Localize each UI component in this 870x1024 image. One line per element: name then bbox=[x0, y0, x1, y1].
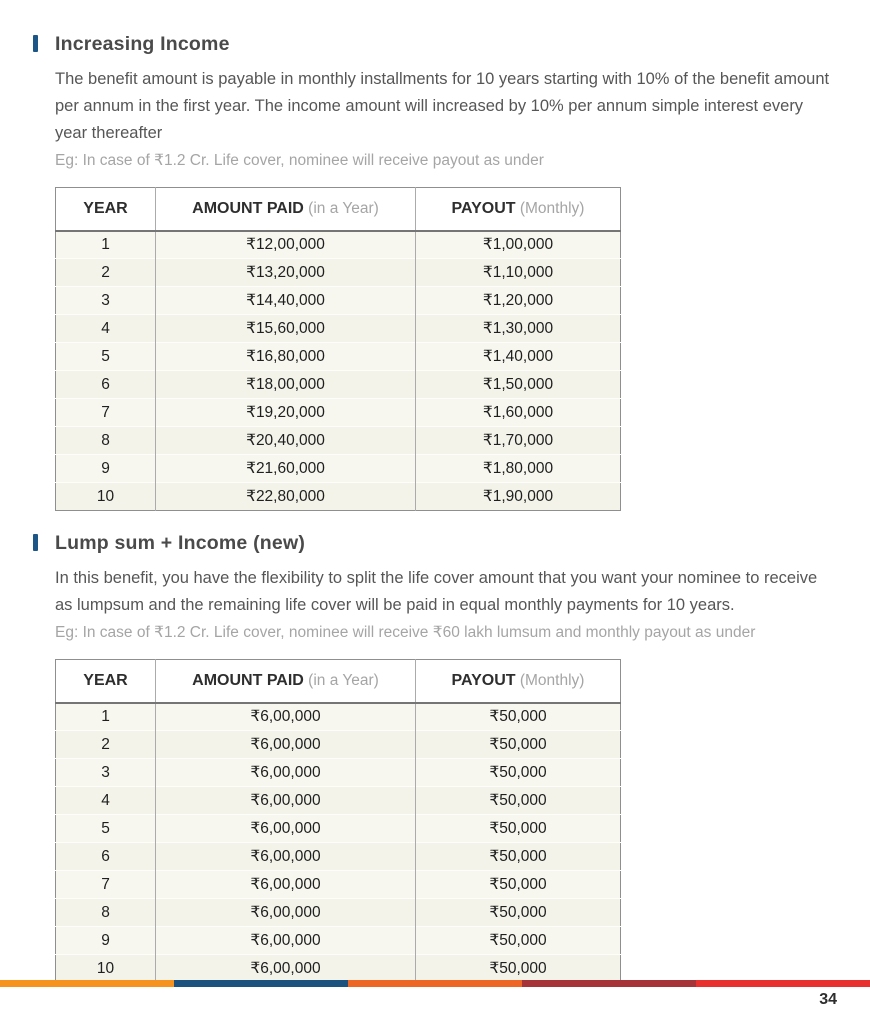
column-header-note: (in a Year) bbox=[303, 199, 379, 217]
table-cell: 2 bbox=[56, 731, 156, 759]
table-cell: 9 bbox=[56, 455, 156, 483]
table-cell: ₹50,000 bbox=[416, 843, 621, 871]
table-cell: ₹13,20,000 bbox=[156, 259, 416, 287]
table-cell: ₹1,70,000 bbox=[416, 427, 621, 455]
table-cell: ₹50,000 bbox=[416, 815, 621, 843]
table-cell: 7 bbox=[56, 871, 156, 899]
table-row bbox=[56, 455, 621, 483]
table-cell: 5 bbox=[56, 343, 156, 371]
table-cell: 4 bbox=[56, 787, 156, 815]
table-cell: 8 bbox=[56, 899, 156, 927]
table-header-row bbox=[56, 660, 621, 703]
section-example-text: Eg: In case of ₹1.2 Cr. Life cover, nominee will receive payout as under bbox=[55, 152, 544, 169]
table-row bbox=[56, 759, 621, 787]
table-row bbox=[56, 927, 621, 955]
section-increasing-income bbox=[55, 33, 830, 511]
table-cell: ₹12,00,000 bbox=[156, 231, 416, 259]
table-row bbox=[56, 483, 621, 511]
table-row bbox=[56, 703, 621, 731]
column-header-label: PAYOUT bbox=[451, 671, 516, 689]
table-cell: ₹1,80,000 bbox=[416, 455, 621, 483]
table-row bbox=[56, 371, 621, 399]
table-cell: ₹22,80,000 bbox=[156, 483, 416, 511]
table-cell: ₹50,000 bbox=[416, 731, 621, 759]
column-header bbox=[56, 660, 156, 703]
section-lump-sum-income bbox=[55, 532, 825, 983]
table-cell: 2 bbox=[56, 259, 156, 287]
table-cell: ₹50,000 bbox=[416, 759, 621, 787]
column-header-note: (in a Year) bbox=[303, 671, 379, 689]
table-row bbox=[56, 815, 621, 843]
column-header bbox=[156, 660, 416, 703]
column-header-label: PAYOUT bbox=[451, 199, 516, 217]
column-header-label: AMOUNT PAID bbox=[192, 199, 304, 217]
table-cell: 5 bbox=[56, 815, 156, 843]
table-cell: ₹6,00,000 bbox=[156, 955, 416, 983]
table-cell: ₹18,00,000 bbox=[156, 371, 416, 399]
table-cell: ₹16,80,000 bbox=[156, 343, 416, 371]
table-cell: ₹1,00,000 bbox=[416, 231, 621, 259]
column-header-note: (Monthly) bbox=[515, 671, 585, 689]
footer-bar-segment bbox=[522, 980, 696, 987]
table-row bbox=[56, 231, 621, 259]
table-cell: ₹1,50,000 bbox=[416, 371, 621, 399]
table-cell: ₹50,000 bbox=[416, 703, 621, 731]
section-body-text: The benefit amount is payable in monthly installments for 10 years starting with 10% of the benefit amount per annum in the first year. The income amount will increased by 10% per annum simple interest every year thereafter bbox=[55, 70, 830, 142]
footer-bar-segment bbox=[174, 980, 348, 987]
table-cell: ₹6,00,000 bbox=[156, 927, 416, 955]
table-row bbox=[56, 287, 621, 315]
table-row bbox=[56, 843, 621, 871]
table-cell: 3 bbox=[56, 759, 156, 787]
column-header-note: (Monthly) bbox=[515, 199, 585, 217]
lump-sum-income-table bbox=[55, 659, 621, 983]
table-cell: ₹50,000 bbox=[416, 927, 621, 955]
table-cell: ₹1,30,000 bbox=[416, 315, 621, 343]
column-header bbox=[416, 188, 621, 231]
table-cell: ₹1,90,000 bbox=[416, 483, 621, 511]
table-row bbox=[56, 427, 621, 455]
table-row bbox=[56, 315, 621, 343]
column-header-label: AMOUNT PAID bbox=[192, 671, 304, 689]
section-heading bbox=[55, 33, 825, 56]
table-row bbox=[56, 787, 621, 815]
table-row bbox=[56, 259, 621, 287]
table-cell: 4 bbox=[56, 315, 156, 343]
heading-accent-bar-icon bbox=[33, 534, 38, 551]
footer-bar-segment bbox=[0, 980, 174, 987]
table-cell: ₹6,00,000 bbox=[156, 703, 416, 731]
table-cell: 7 bbox=[56, 399, 156, 427]
table-row bbox=[56, 399, 621, 427]
table-cell: ₹1,40,000 bbox=[416, 343, 621, 371]
page-number: 34 bbox=[819, 991, 837, 1008]
footer-color-bar bbox=[0, 980, 870, 987]
table-cell: 6 bbox=[56, 843, 156, 871]
table-row bbox=[56, 731, 621, 759]
column-header-label: YEAR bbox=[83, 199, 128, 217]
section-heading-text: Lump sum + Income (new) bbox=[55, 532, 306, 554]
table-cell: 1 bbox=[56, 231, 156, 259]
table-cell: ₹14,40,000 bbox=[156, 287, 416, 315]
section-heading bbox=[55, 532, 825, 555]
table-cell: ₹6,00,000 bbox=[156, 815, 416, 843]
table-cell: ₹6,00,000 bbox=[156, 731, 416, 759]
section-body-text: In this benefit, you have the flexibility to split the life cover amount that you want your nominee to receive as lumpsum and the remaining life cover will be paid in equal monthly payments for 10 years. bbox=[55, 569, 818, 614]
table-row bbox=[56, 343, 621, 371]
table-cell: 8 bbox=[56, 427, 156, 455]
section-example-text: Eg: In case of ₹1.2 Cr. Life cover, nominee will receive ₹60 lakh lumsum and monthly payout as under bbox=[55, 624, 756, 641]
table-cell: ₹1,10,000 bbox=[416, 259, 621, 287]
table-row bbox=[56, 871, 621, 899]
table-cell: ₹1,60,000 bbox=[416, 399, 621, 427]
table-cell: ₹1,20,000 bbox=[416, 287, 621, 315]
table-cell: ₹21,60,000 bbox=[156, 455, 416, 483]
table-row bbox=[56, 899, 621, 927]
table-cell: ₹6,00,000 bbox=[156, 899, 416, 927]
table-cell: ₹6,00,000 bbox=[156, 759, 416, 787]
column-header-label: YEAR bbox=[83, 671, 128, 689]
column-header bbox=[56, 188, 156, 231]
table-cell: ₹50,000 bbox=[416, 955, 621, 983]
table-header-row bbox=[56, 188, 621, 231]
table-cell: 6 bbox=[56, 371, 156, 399]
table-cell: ₹20,40,000 bbox=[156, 427, 416, 455]
table-cell: 3 bbox=[56, 287, 156, 315]
section-heading-text: Increasing Income bbox=[55, 33, 230, 55]
footer-bar-segment bbox=[696, 980, 870, 987]
column-header bbox=[156, 188, 416, 231]
table-cell: ₹15,60,000 bbox=[156, 315, 416, 343]
table-cell: ₹6,00,000 bbox=[156, 871, 416, 899]
table-cell: 10 bbox=[56, 483, 156, 511]
table-cell: ₹50,000 bbox=[416, 787, 621, 815]
table-cell: ₹6,00,000 bbox=[156, 843, 416, 871]
table-cell: ₹50,000 bbox=[416, 871, 621, 899]
increasing-income-table bbox=[55, 187, 621, 511]
table-cell: 9 bbox=[56, 927, 156, 955]
heading-accent-bar-icon bbox=[33, 35, 38, 52]
table-cell: ₹50,000 bbox=[416, 899, 621, 927]
table-row bbox=[56, 955, 621, 983]
column-header bbox=[416, 660, 621, 703]
table-cell: ₹6,00,000 bbox=[156, 787, 416, 815]
table-cell: ₹19,20,000 bbox=[156, 399, 416, 427]
footer-bar-segment bbox=[348, 980, 522, 987]
table-cell: 1 bbox=[56, 703, 156, 731]
table-cell: 10 bbox=[56, 955, 156, 983]
